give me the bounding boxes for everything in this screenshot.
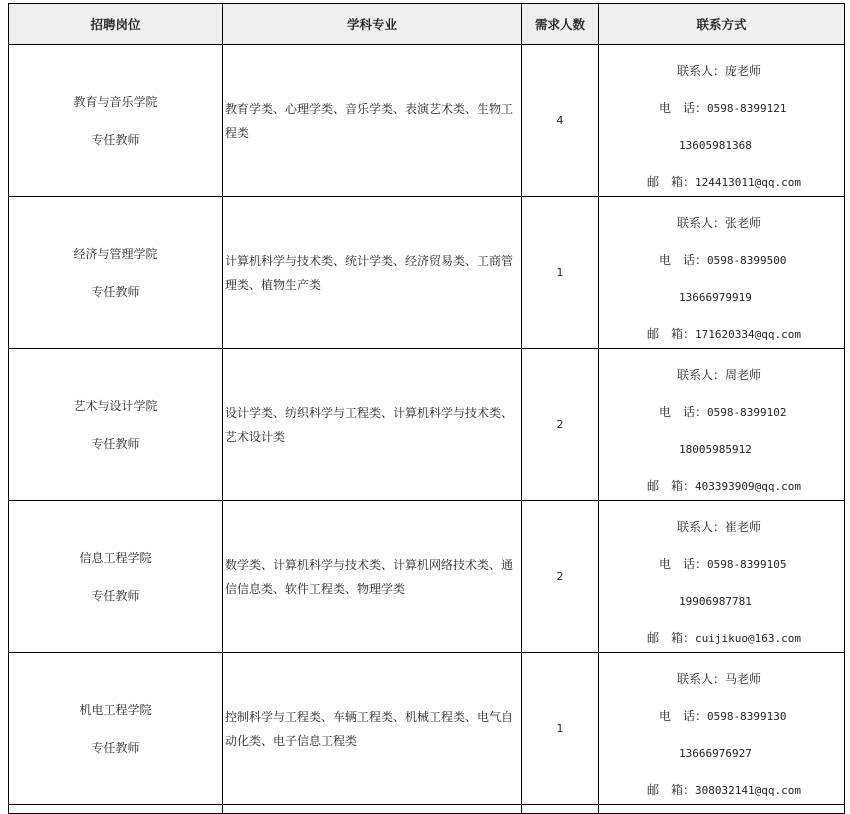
phone-number: 0598-8399130 [707,710,787,723]
position-cell [9,197,223,349]
count-cell: 2 [522,501,599,653]
contact-cell [599,653,845,805]
mobile-number: 18005985912 [679,443,752,456]
contact-phone [647,242,843,279]
phone-label: 电 话： [659,101,708,115]
role-name: 专任教师 [91,132,140,147]
contact-mobile [647,279,843,316]
phone-label: 电 话： [659,709,708,723]
contact-person-label: 联系人： [677,672,726,686]
count-cell: 1 [522,653,599,805]
header-count: 需求人数 [522,4,599,45]
phone-label: 电 话： [659,253,708,267]
contact-person [647,205,843,242]
contact-person-name: 庞老师 [725,64,762,78]
table-row [9,349,845,501]
contact-person-label: 联系人： [677,216,726,230]
phone-label: 电 话： [659,557,708,571]
phone-number: 0598-8399102 [707,406,787,419]
college-name: 艺术与设计学院 [73,398,158,413]
header-major: 学科专业 [223,4,522,45]
email-label: 邮 箱： [647,479,696,493]
contact-phone [647,546,843,583]
contact-phone [647,394,843,431]
contact-mobile [647,583,843,620]
role-name: 专任教师 [91,588,140,603]
contact-person-label: 联系人： [677,520,726,534]
major-cell: 教育学类、心理学类、音乐学类、表演艺术类、生物工程类 [223,45,522,197]
contact-cell [599,45,845,197]
mobile-number: 13605981368 [679,139,752,152]
contact-person-name: 崔老师 [725,520,762,534]
role-name: 专任教师 [91,436,140,451]
count-cell: 1 [522,197,599,349]
table-row [9,197,845,349]
contact-email [647,164,843,201]
major-cell: 设计学类、纺织科学与工程类、计算机科学与技术类、艺术设计类 [223,349,522,501]
college-name: 经济与管理学院 [73,246,158,261]
role-name: 专任教师 [91,284,140,299]
table-row [9,45,845,197]
contact-person [647,661,843,698]
contact-cell [599,349,845,501]
contact-mobile [647,431,843,468]
contact-cell [599,501,845,653]
contact-email [647,620,843,657]
email-label: 邮 箱： [647,783,696,797]
contact-person-label: 联系人： [677,64,726,78]
contact-person [647,509,843,546]
mobile-number: 19906987781 [679,595,752,608]
email-address[interactable]: 124413011@qq.com [695,176,801,189]
role-name: 专任教师 [91,740,140,755]
phone-label: 电 话： [659,405,708,419]
table-row [9,501,845,653]
position-cell [9,653,223,805]
header-contact: 联系方式 [599,4,845,45]
email-address[interactable]: cuijikuo@163.com [695,632,801,645]
contact-cell [599,197,845,349]
email-address[interactable]: 171620334@qq.com [695,328,801,341]
college-name: 教育与音乐学院 [73,94,158,109]
count-cell: 2 [522,349,599,501]
header-row [9,4,845,45]
header-position: 招聘岗位 [9,4,223,45]
mobile-number: 13666979919 [679,291,752,304]
contact-person-label: 联系人： [677,368,726,382]
phone-number: 0598-8399500 [707,254,787,267]
email-address[interactable]: 403393909@qq.com [695,480,801,493]
count-cell: 4 [522,45,599,197]
major-cell: 控制科学与工程类、车辆工程类、机械工程类、电气自动化类、电子信息工程类 [223,653,522,805]
recruitment-table [8,3,845,814]
contact-email [647,772,843,809]
contact-person-name: 马老师 [725,672,762,686]
empty-cell [522,805,599,814]
contact-email [647,316,843,353]
contact-email [647,468,843,505]
empty-cell [9,805,223,814]
contact-person-name: 周老师 [725,368,762,382]
email-label: 邮 箱： [647,631,696,645]
mobile-number: 13666976927 [679,747,752,760]
phone-number: 0598-8399105 [707,558,787,571]
email-address[interactable]: 308032141@qq.com [695,784,801,797]
position-cell [9,501,223,653]
major-cell: 数学类、计算机科学与技术类、计算机网络技术类、通信信息类、软件工程类、物理学类 [223,501,522,653]
contact-mobile [647,735,843,772]
position-cell [9,349,223,501]
phone-number: 0598-8399121 [707,102,787,115]
major-cell: 计算机科学与技术类、统计学类、经济贸易类、工商管理类、植物生产类 [223,197,522,349]
contact-phone [647,90,843,127]
position-cell [9,45,223,197]
empty-cell [223,805,522,814]
college-name: 机电工程学院 [79,702,152,717]
email-label: 邮 箱： [647,175,696,189]
contact-phone [647,698,843,735]
contact-person [647,53,843,90]
contact-person [647,357,843,394]
email-label: 邮 箱： [647,327,696,341]
college-name: 信息工程学院 [79,550,152,565]
contact-person-name: 张老师 [725,216,762,230]
contact-mobile [647,127,843,164]
table-row [9,653,845,805]
